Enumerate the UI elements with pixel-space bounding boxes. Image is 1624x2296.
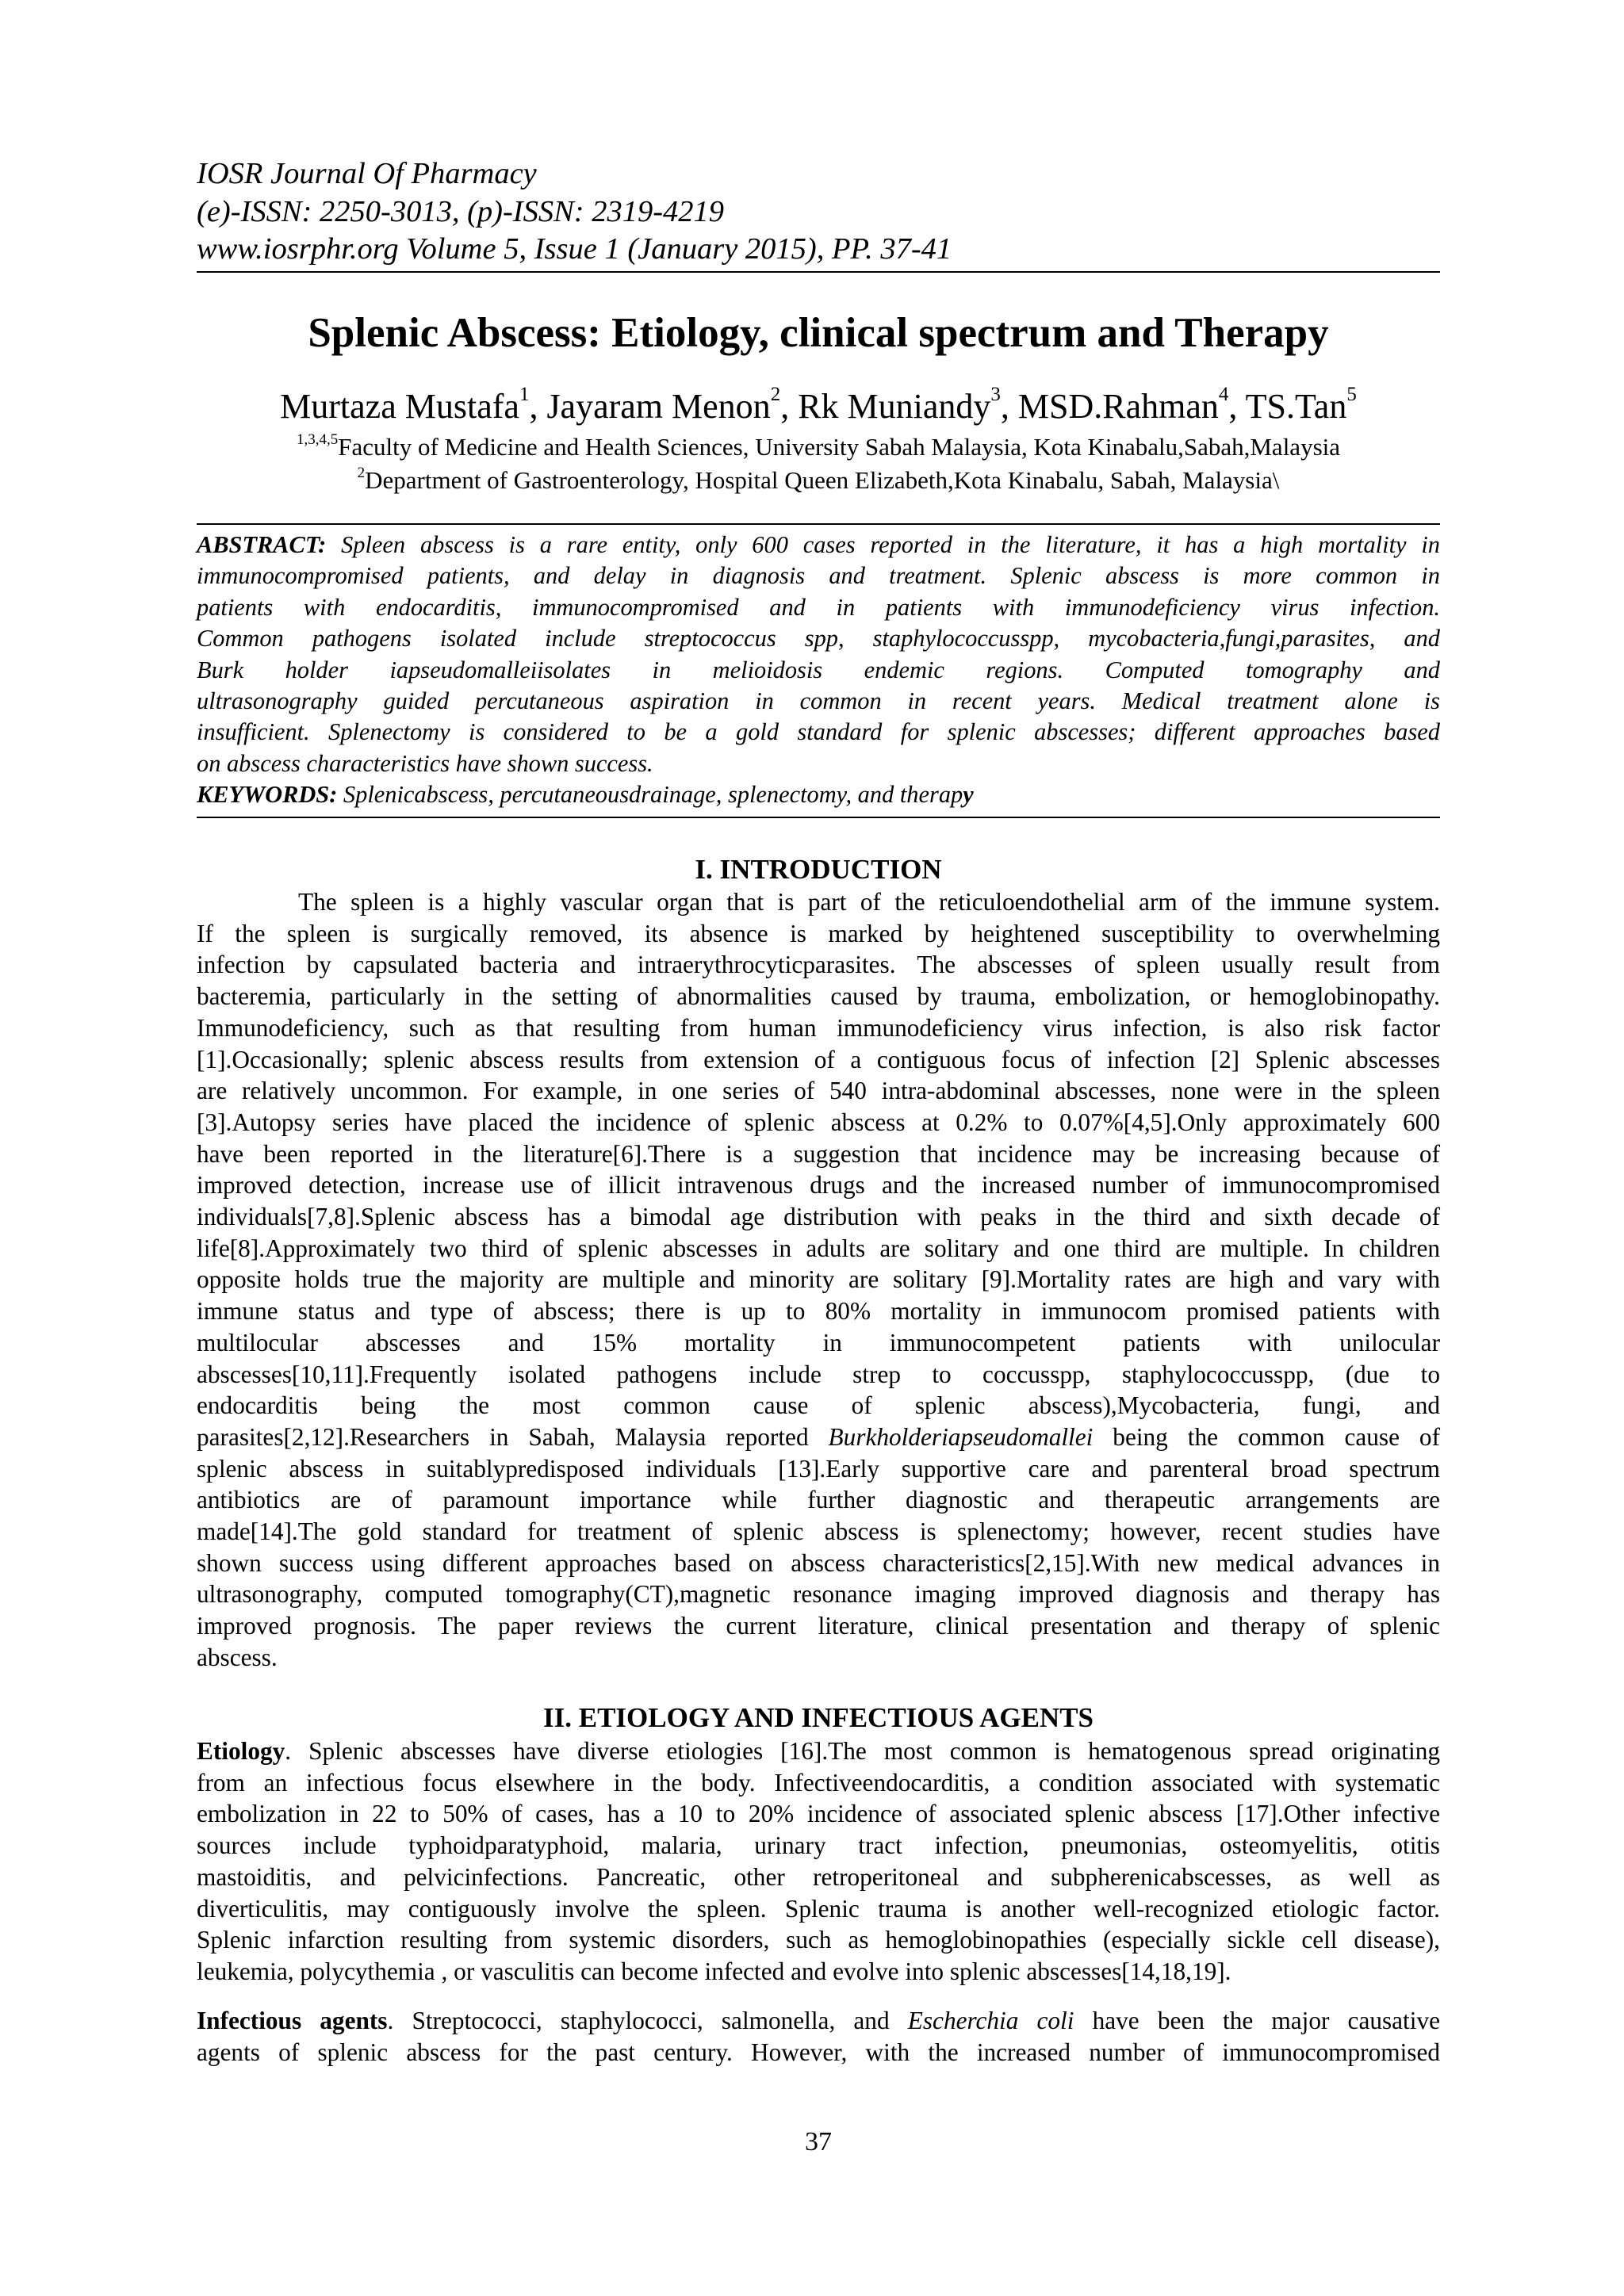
author-separator: ,: [529, 387, 547, 426]
abstract-line: ultrasonography guided percutaneous aspiration in common in recent years. Medical treatment alone is: [197, 687, 1440, 715]
affiliation-1: [197, 431, 1440, 463]
abstract-line: ABSTRACT: Spleen abscess is a rare entity, only 600 cases reported in the literature, it has a high mortality in: [197, 531, 1440, 558]
intro-paragraph: [197, 886, 1440, 1674]
page-number: 37: [805, 2127, 832, 2156]
journal-issn: (e)-ISSN: 2250-3013, (p)-ISSN: 2319-4219: [197, 194, 725, 228]
author-name: MSD.Rahman: [1017, 387, 1219, 426]
para-line: shown success using different approaches based on abscess characteristics[2,15].With new medical advances in: [197, 1548, 1440, 1577]
abstract-top-rule: [197, 523, 1440, 525]
para-line: antibiotics are of paramount importance while further diagnostic and therapeutic arrangements are: [197, 1486, 1440, 1514]
etiology-heading: II. ETIOLOGY AND INFECTIOUS AGENTS: [542, 1702, 1094, 1733]
para-line: abscess.: [197, 1643, 278, 1671]
affiliation-2: [197, 465, 1440, 496]
organism-name: Escherchia coli: [907, 2007, 1074, 2034]
abstract-block: [197, 530, 1440, 811]
author-affiliation-sup: 1: [519, 384, 530, 405]
para-line: from an infectious focus elsewhere in the body. Infectiveendocarditis, a condition associated with systematic: [197, 1768, 1440, 1797]
header-rule: [197, 271, 1440, 273]
author-affiliation-sup: 4: [1218, 384, 1229, 405]
infectious-agents-label: Infectious agents: [197, 2007, 388, 2034]
abstract-line: immunocompromised patients, and delay in diagnosis and treatment. Splenic abscess is more common in: [197, 562, 1440, 590]
para-line: Infectious agents. Streptococci, staphylococci, salmonella, and Escherchia coli have been the major causative: [197, 2007, 1440, 2034]
abstract-line: Common pathogens isolated include streptococcus spp, staphylococcusspp, mycobacteria,fungi,parasites, and: [197, 625, 1440, 652]
para-line: have been reported in the literature[6].There is a suggestion that incidence may be increasing because of: [197, 1139, 1440, 1168]
para-line: agents of splenic abscess for the past century. However, with the increased number of immunocompromised: [197, 2038, 1440, 2066]
para-line: The spleen is a highly vascular organ that is part of the reticuloendothelial arm of the immune system.: [298, 888, 1440, 916]
para-line: opposite holds true the majority are multiple and minority are solitary [9].Mortality rates are high and vary with: [197, 1265, 1440, 1294]
author-affiliation-sup: 5: [1346, 384, 1357, 405]
author-list: [197, 385, 1440, 428]
journal-volume: www.iosrphr.org Volume 5, Issue 1 (January 2015), PP. 37-41: [197, 232, 952, 266]
para-line: improved detection, increase use of illicit intravenous drugs and the increased number of immunocompromised: [197, 1171, 1440, 1200]
keywords-label: KEYWORDS:: [197, 781, 338, 809]
para-line: parasites[2,12].Researchers in Sabah, Malaysia reported Burkholderiapseudomallei being the common cause of: [197, 1422, 1440, 1451]
para-line: immune status and type of abscess; there is up to 80% mortality in immunocom promised patients with: [197, 1297, 1440, 1326]
abstract-line: Burk holder iapseudomalleiisolates in melioidosis endemic regions. Computed tomography and: [197, 656, 1440, 683]
para-line: [3].Autopsy series have placed the incidence of splenic abscess at 0.2% to 0.07%[4,5].Only approximately 600: [197, 1108, 1440, 1136]
author-affiliation-sup: 3: [990, 384, 1001, 405]
journal-header: [197, 155, 1440, 269]
abstract-bottom-rule: [197, 817, 1440, 818]
para-line: Immunodeficiency, such as that resulting from human immunodeficiency virus infection, is also risk factor: [197, 1013, 1440, 1042]
para-line: Etiology. Splenic abscesses have diverse etiologies [16].The most common is hematogenous spread originating: [197, 1737, 1440, 1765]
intro-heading: I. INTRODUCTION: [695, 854, 942, 885]
affiliation-sup: 2: [357, 465, 366, 481]
abstract-line: insufficient. Splenectomy is considered to be a gold standard for splenic abscesses; different approaches based: [197, 718, 1440, 746]
author-name: TS.Tan: [1245, 387, 1347, 426]
journal-name: IOSR Journal Of Pharmacy: [197, 157, 537, 190]
affiliation-text: Faculty of Medicine and Health Sciences, University Sabah Malaysia, Kota Kinabalu,Sabah,Malaysia: [338, 433, 1340, 461]
para-line: [1].Occasionally; splenic abscess results from extension of a contiguous focus of infection [2] Splenic abscesses: [197, 1045, 1440, 1073]
para-line: endocarditis being the most common cause of splenic abscess),Mycobacteria, fungi, and: [197, 1391, 1440, 1420]
author-separator: ,: [1228, 387, 1246, 426]
para-line: ultrasonography, computed tomography(CT),magnetic resonance imaging improved diagnosis and therapy has: [197, 1580, 1440, 1609]
para-line: improved prognosis. The paper reviews the current literature, clinical presentation and therapy of splenic: [197, 1612, 1440, 1640]
para-line: infection by capsulated bacteria and intraerythrocyticparasites. The abscesses of spleen usually result from: [197, 951, 1440, 979]
para-line: mastoiditis, and pelvicinfections. Pancreatic, other retroperitoneal and subpherenicabscesses, as well as: [197, 1862, 1440, 1891]
author-separator: ,: [780, 387, 799, 426]
para-line: sources include typhoidparatyphoid, malaria, urinary tract infection, pneumonias, osteomyelitis, otitis: [197, 1831, 1440, 1860]
author-separator: ,: [1000, 387, 1018, 426]
etiology-label: Etiology: [197, 1737, 285, 1765]
author-affiliation-sup: 2: [770, 384, 781, 405]
para-line: embolization in 22 to 50% of cases, has a 10 to 20% incidence of associated splenic abscess [17].Other infective: [197, 1800, 1440, 1828]
para-line: diverticulitis, may contiguously involve the spleen. Splenic trauma is another well-recognized etiologic factor.: [197, 1894, 1440, 1923]
para-line: abscesses[10,11].Frequently isolated pathogens include strep to coccusspp, staphylococcusspp, (due to: [197, 1360, 1440, 1388]
author-name: Murtaza Mustafa: [280, 387, 519, 426]
para-line: splenic abscess in suitablypredisposed individuals [13].Early supportive care and parenteral broad spectrum: [197, 1454, 1440, 1483]
etiology-paragraph: [197, 1735, 1440, 1988]
para-line: multilocular abscesses and 15% mortality in immunocompetent patients with unilocular: [197, 1328, 1440, 1357]
para-line: leukemia, polycythemia , or vasculitis can become infected and evolve into splenic abscesses[14,18,19].: [197, 1957, 1231, 1985]
infectious-agents-paragraph: [197, 2005, 1440, 2068]
abstract-line: patients with endocarditis, immunocompromised and in patients with immunodeficiency virus infection.: [197, 593, 1440, 621]
para-line: life[8].Approximately two third of splenic abscesses in adults are solitary and one third are multiple. In children: [197, 1234, 1440, 1262]
para-line: If the spleen is surgically removed, its absence is marked by heightened susceptibility to overwhelming: [197, 919, 1440, 947]
para-line: made[14].The gold standard for treatment of splenic abscess is splenectomy; however, recent studies have: [197, 1517, 1440, 1546]
para-line: are relatively uncommon. For example, in one series of 540 intra-abdominal abscesses, none were in the spleen: [197, 1077, 1440, 1105]
keywords-text: Splenicabscess, percutaneousdrainage, splenectomy, and therap: [337, 781, 963, 809]
affiliation-sup: 1,3,4,5: [296, 431, 339, 448]
author-name: Rk Muniandy: [798, 387, 991, 426]
affiliation-text: Department of Gastroenterology, Hospital Queen Elizabeth,Kota Kinabalu, Sabah, Malaysia\: [365, 466, 1280, 494]
organism-name: Burkholderiapseudomallei: [828, 1422, 1094, 1451]
abstract-label: ABSTRACT:: [197, 531, 327, 558]
keywords-line: KEYWORDS: Splenicabscess, percutaneousdrainage, splenectomy, and therapy: [197, 781, 974, 809]
author-name: Jayaram Menon: [546, 387, 771, 426]
para-line: bacteremia, particularly in the setting of abnormalities caused by trauma, embolization, or hemoglobinopathy.: [197, 982, 1440, 1011]
para-line: individuals[7,8].Splenic abscess has a bimodal age distribution with peaks in the third and sixth decade of: [197, 1203, 1440, 1231]
paper-title: Splenic Abscess: Etiology, clinical spectrum and Therapy: [308, 310, 1329, 356]
abstract-line: on abscess characteristics have shown success.: [197, 749, 653, 777]
para-line: Splenic infarction resulting from systemic disorders, such as hemoglobinopathies (especially sickle cell disease),: [197, 1926, 1440, 1954]
